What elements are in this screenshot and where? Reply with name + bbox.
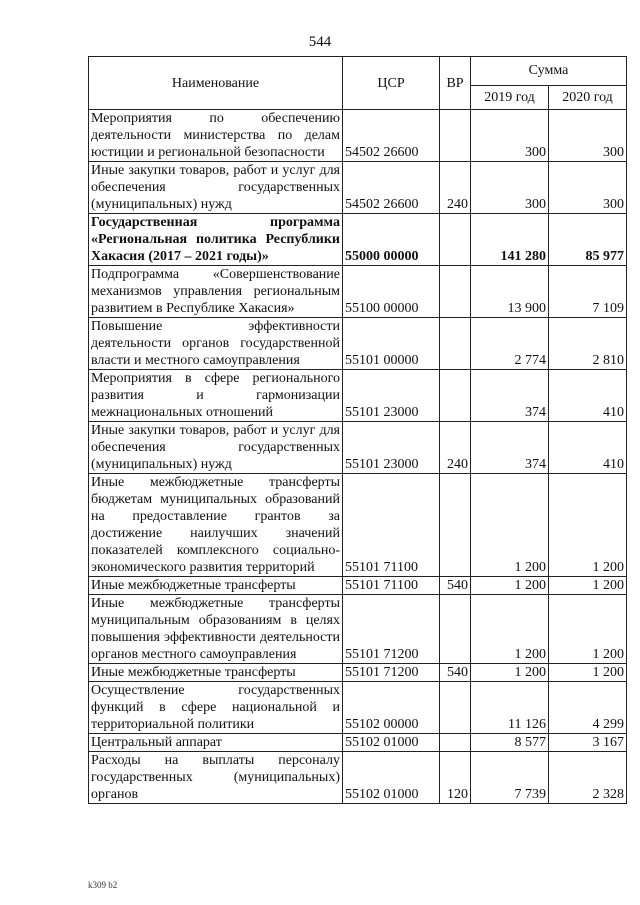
table-row: [89, 682, 627, 734]
row-2020-cell: 300: [549, 110, 627, 162]
row-2020-cell: 3 167: [549, 734, 627, 752]
row-2019-cell: 374: [471, 422, 549, 474]
row-2019-cell: 300: [471, 162, 549, 214]
row-vr-cell: 240: [440, 162, 471, 214]
row-name-cell: Государственная программа «Региональная политика Республики Хакасия (2017 – 2021 годы)»: [89, 214, 343, 266]
row-csr-cell: 54502 26600: [343, 110, 440, 162]
header-csr: ЦСР: [343, 57, 440, 110]
row-csr-cell: 55101 23000: [343, 370, 440, 422]
row-csr-cell: 55101 23000: [343, 422, 440, 474]
row-2020-cell: 300: [549, 162, 627, 214]
row-2019-cell: 13 900: [471, 266, 549, 318]
row-2019-cell: 1 200: [471, 577, 549, 595]
row-csr-cell: 55102 00000: [343, 682, 440, 734]
row-2019-cell: 2 774: [471, 318, 549, 370]
row-name-cell: Мероприятия по обеспечению деятельности министерства по делам юстиции и региональной безопасности: [89, 110, 343, 162]
row-2019-cell: 11 126: [471, 682, 549, 734]
row-2019-cell: 7 739: [471, 752, 549, 804]
row-2020-cell: 1 200: [549, 474, 627, 577]
row-2020-cell: 410: [549, 370, 627, 422]
row-vr-cell: [440, 682, 471, 734]
row-csr-cell: 55100 00000: [343, 266, 440, 318]
table-body: [89, 110, 627, 804]
row-csr-cell: 55102 01000: [343, 734, 440, 752]
row-2019-cell: 1 200: [471, 595, 549, 664]
row-csr-cell: 55101 71200: [343, 664, 440, 682]
row-name-cell: Иные межбюджетные трансферты бюджетам муниципальных образований на предоставление грантов за достижение наилучших значений показателей комплексного социально-экономического развития территорий: [89, 474, 343, 577]
table-row: [89, 595, 627, 664]
table-row: [89, 664, 627, 682]
row-name-cell: Иные межбюджетные трансферты: [89, 577, 343, 595]
row-vr-cell: 540: [440, 664, 471, 682]
table-row: [89, 110, 627, 162]
row-vr-cell: [440, 734, 471, 752]
header-year-2020: 2020 год: [549, 85, 627, 109]
table-row: [89, 214, 627, 266]
header-vr: ВР: [440, 57, 471, 110]
row-2019-cell: 1 200: [471, 664, 549, 682]
row-2020-cell: 2 328: [549, 752, 627, 804]
header-sum: Сумма: [471, 57, 627, 86]
table-row: [89, 266, 627, 318]
row-2020-cell: 85 977: [549, 214, 627, 266]
row-name-cell: Иные межбюджетные трансферты: [89, 664, 343, 682]
row-name-cell: Осуществление государственных функций в сфере национальной и территориальной политики: [89, 682, 343, 734]
row-vr-cell: 120: [440, 752, 471, 804]
row-2019-cell: 1 200: [471, 474, 549, 577]
row-csr-cell: 55101 71200: [343, 595, 440, 664]
row-vr-cell: [440, 214, 471, 266]
header-year-2019: 2019 год: [471, 85, 549, 109]
table-row: [89, 370, 627, 422]
row-csr-cell: 55101 71100: [343, 577, 440, 595]
row-2019-cell: 141 280: [471, 214, 549, 266]
row-vr-cell: [440, 595, 471, 664]
row-vr-cell: [440, 266, 471, 318]
row-2020-cell: 7 109: [549, 266, 627, 318]
row-2019-cell: 300: [471, 110, 549, 162]
budget-table: [88, 56, 627, 804]
row-name-cell: Центральный аппарат: [89, 734, 343, 752]
row-vr-cell: [440, 370, 471, 422]
row-vr-cell: [440, 318, 471, 370]
row-vr-cell: 240: [440, 422, 471, 474]
row-2019-cell: 374: [471, 370, 549, 422]
row-2020-cell: 1 200: [549, 577, 627, 595]
row-csr-cell: 54502 26600: [343, 162, 440, 214]
row-vr-cell: 540: [440, 577, 471, 595]
footer-code: k309 b2: [88, 880, 118, 890]
table-row: [89, 734, 627, 752]
row-2020-cell: 410: [549, 422, 627, 474]
row-name-cell: Мероприятия в сфере регионального развития и гармонизации межнациональных отношений: [89, 370, 343, 422]
row-csr-cell: 55102 01000: [343, 752, 440, 804]
row-csr-cell: 55000 00000: [343, 214, 440, 266]
row-name-cell: Расходы на выплаты персоналу государственных (муниципальных) органов: [89, 752, 343, 804]
table-row: [89, 752, 627, 804]
row-name-cell: Иные закупки товаров, работ и услуг для обеспечения государственных (муниципальных) нужд: [89, 162, 343, 214]
row-2020-cell: 1 200: [549, 664, 627, 682]
row-2020-cell: 4 299: [549, 682, 627, 734]
row-2019-cell: 8 577: [471, 734, 549, 752]
row-name-cell: Подпрограмма «Совершенствование механизмов управления региональным развитием в Республике Хакасия»: [89, 266, 343, 318]
header-name: Наименование: [89, 57, 343, 110]
row-csr-cell: 55101 71100: [343, 474, 440, 577]
table-row: [89, 422, 627, 474]
table-row: [89, 474, 627, 577]
row-name-cell: Иные межбюджетные трансферты муниципальным образованиям в целях повышения эффективности деятельности органов местного самоуправления: [89, 595, 343, 664]
table-row: [89, 318, 627, 370]
table-row: [89, 577, 627, 595]
row-name-cell: Повышение эффективности деятельности органов государственной власти и местного самоуправления: [89, 318, 343, 370]
row-csr-cell: 55101 00000: [343, 318, 440, 370]
table-row: [89, 162, 627, 214]
row-name-cell: Иные закупки товаров, работ и услуг для обеспечения государственных (муниципальных) нужд: [89, 422, 343, 474]
page-number: 544: [308, 34, 332, 50]
row-vr-cell: [440, 110, 471, 162]
row-2020-cell: 1 200: [549, 595, 627, 664]
row-2020-cell: 2 810: [549, 318, 627, 370]
row-vr-cell: [440, 474, 471, 577]
